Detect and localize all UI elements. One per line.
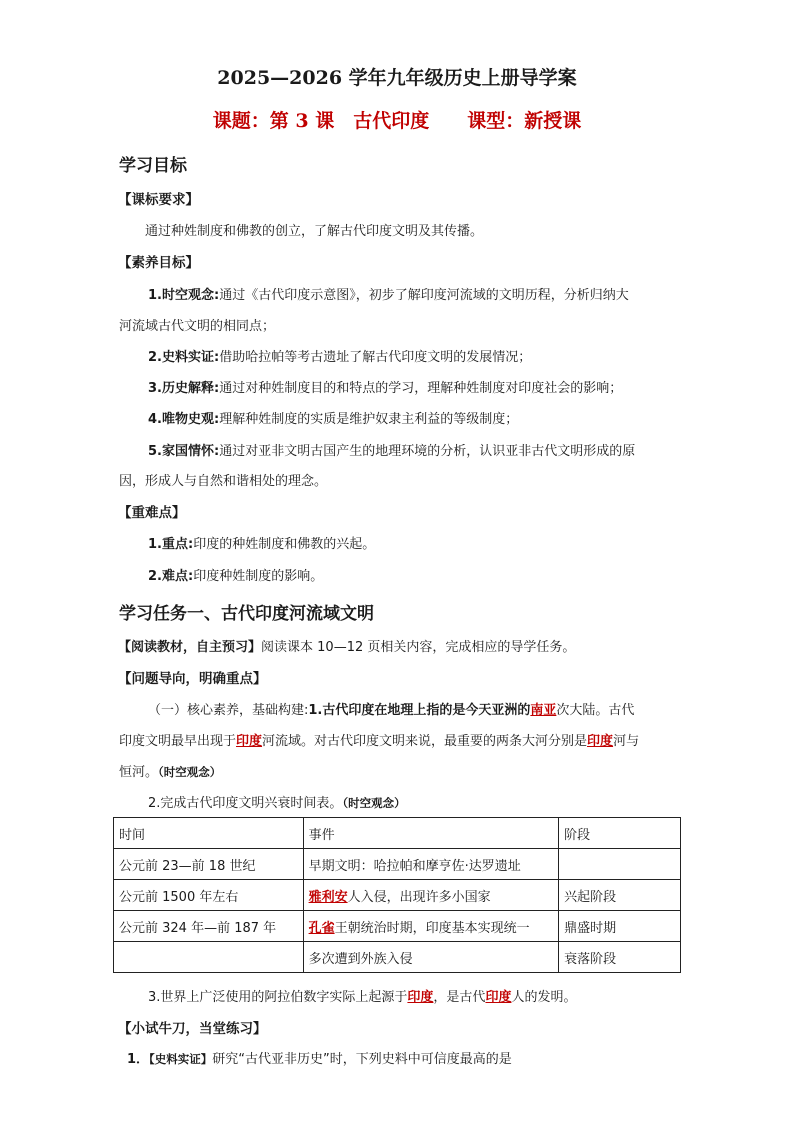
timeline-table bbox=[113, 817, 681, 973]
question-1-line2: 印度文明最早出现于印度河流域。对古代印度文明来说，最重要的两条大河分别是印度河与 bbox=[119, 734, 640, 749]
table-header: 阶段 bbox=[559, 818, 681, 849]
table-header-row bbox=[114, 818, 681, 849]
objective-item: 3.历史解释:通过对种姓制度目的和特点的学习，理解种姓制度对印度社会的影响； bbox=[148, 381, 623, 396]
reading-line: 【阅读教材，自主预习】阅读课本 10—12 页相关内容，完成相应的导学任务。 bbox=[118, 640, 576, 655]
curriculum-text: 通过种姓制度和佛教的创立，了解古代印度文明及其传播。 bbox=[145, 224, 484, 239]
answer-blank: 南亚 bbox=[530, 703, 557, 718]
practice-label: 【小试牛刀，当堂练习】 bbox=[118, 1021, 267, 1037]
event-cell: 多次遭到外族入侵 bbox=[303, 942, 559, 973]
table-row bbox=[114, 880, 681, 911]
table-header: 时间 bbox=[114, 818, 304, 849]
question-3: 3.世界上广泛使用的阿拉伯数字实际上起源于印度，是古代印度人的发明。 bbox=[148, 990, 577, 1005]
stage-cell: 兴起阶段 bbox=[559, 880, 681, 911]
practice-question-1: 1．【史料实证】研究“古代亚非历史”时，下列史料中可信度最高的是 bbox=[127, 1052, 512, 1067]
time-cell: 公元前 324 年—前 187 年 bbox=[114, 911, 304, 942]
table-row bbox=[114, 911, 681, 942]
answer-blank: 印度 bbox=[485, 990, 512, 1005]
stage-cell bbox=[559, 849, 681, 880]
objective-item-cont: 河流域古代文明的相同点； bbox=[119, 319, 276, 334]
question-1: （一）核心素养，基础构建:1.古代印度在地理上指的是今天亚洲的南亚次大陆。古代 bbox=[148, 703, 635, 718]
objective-item: 1.时空观念:通过《古代印度示意图》，初步了解印度河流域的文明历程，分析归纳大 bbox=[148, 288, 629, 303]
literacy-label: 【素养目标】 bbox=[118, 255, 199, 271]
time-cell: 公元前 1500 年左右 bbox=[114, 880, 304, 911]
answer-blank: 印度 bbox=[236, 734, 263, 749]
question-1-line3: 恒河。（时空观念） bbox=[119, 765, 222, 780]
time-cell: 公元前 23—前 18 世纪 bbox=[114, 849, 304, 880]
table-header: 事件 bbox=[303, 818, 559, 849]
event-cell: 早期文明：哈拉帕和摩亨佐·达罗遗址 bbox=[303, 849, 559, 880]
event-cell: 孔雀王朝统治时期，印度基本实现统一 bbox=[303, 911, 559, 942]
objective-item-cont: 因，形成人与自然和谐相处的理念。 bbox=[119, 474, 328, 489]
time-cell bbox=[114, 942, 304, 973]
curriculum-label: 【课标要求】 bbox=[118, 192, 199, 208]
key-points-label: 【重难点】 bbox=[118, 505, 186, 521]
stage-cell: 鼎盛时期 bbox=[559, 911, 681, 942]
page-title: 2025—2026 学年九年级历史上册导学案 bbox=[217, 67, 577, 89]
answer-blank: 印度 bbox=[587, 734, 614, 749]
task1-heading: 学习任务一、古代印度河流域文明 bbox=[119, 604, 374, 624]
objective-item: 2.史料实证:借助哈拉帕等考古遗址了解古代印度文明的发展情况； bbox=[148, 350, 532, 365]
objective-item: 4.唯物史观:理解种姓制度的实质是维护奴隶主利益的等级制度； bbox=[148, 412, 519, 427]
answer-blank: 印度 bbox=[407, 990, 434, 1005]
table-row bbox=[114, 942, 681, 973]
lesson-subtitle: 课题：第 3 课 古代印度 课型：新授课 bbox=[212, 110, 582, 132]
objectives-heading: 学习目标 bbox=[119, 156, 187, 176]
stage-cell: 衰落阶段 bbox=[559, 942, 681, 973]
key-point: 2.难点:印度种姓制度的影响。 bbox=[148, 569, 324, 584]
guide-label: 【问题导向，明确重点】 bbox=[118, 671, 267, 687]
objective-item: 5.家国情怀:通过对亚非文明古国产生的地理环境的分析，认识亚非古代文明形成的原 bbox=[148, 444, 636, 459]
table-row bbox=[114, 849, 681, 880]
question-2: 2.完成古代印度文明兴衰时间表。（时空观念） bbox=[148, 796, 406, 811]
event-cell: 雅利安人入侵，出现许多小国家 bbox=[303, 880, 559, 911]
key-point: 1.重点:印度的种姓制度和佛教的兴起。 bbox=[148, 537, 376, 552]
